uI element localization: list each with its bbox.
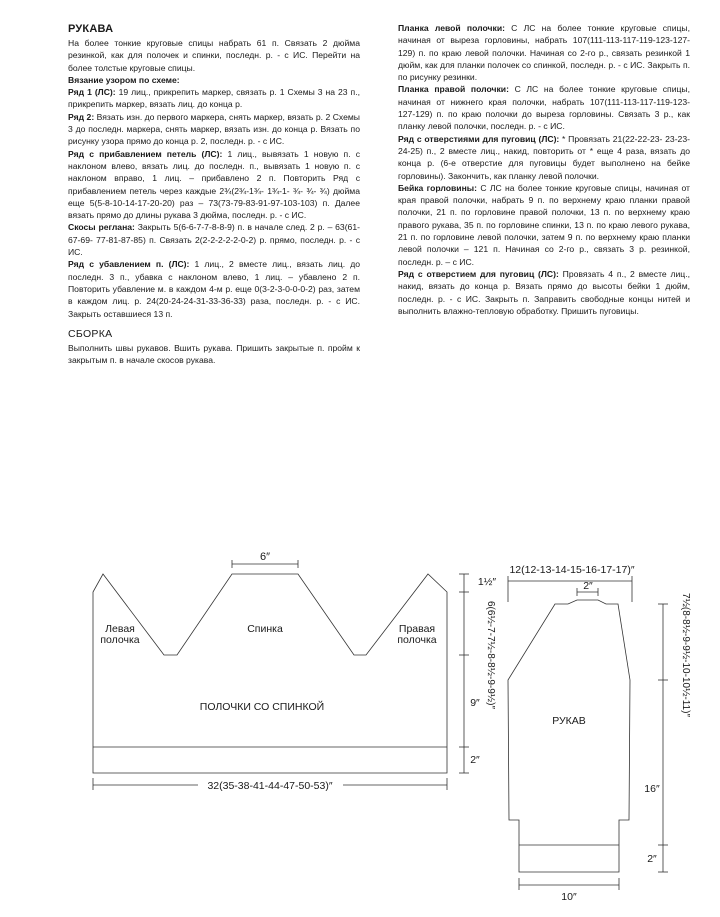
buttonhole-label: Ряд с отверстиями для пуговиц (ЛС): xyxy=(398,133,560,144)
neckband-text: С ЛС на более тонкие круговые спицы, начиная от края правой полочки, набрать 9 п. по верхнему краю планки правой полочки, 21 п. по горловине правой полочки, 13 п. по верхнему краю правого рукава, 35 п. по горловине спинки, 13 п. по краю левого рукава, 21 п. по горловине левой полочки, затем 9 п. по верхнему краю планки левой полочки – 121 п. Начиная со 2-го р., связать 3 р. резинкой, последн. р. – с ИС. xyxy=(398,182,690,267)
sleeve-outline xyxy=(508,600,630,872)
decrease-text: 1 лиц., 2 вместе лиц., вязать лиц. до последн. 3 п., убавка с наклоном влево, 1 лиц. – убавлено 2 п. Повторить убавление м. в каждом 4-м р. еще 0(3-2-3-0-0-0-2) раз, затем в каждом лиц. р. 24(20-24-24-31-33-36-33) раза, последн. р. - с ИС. Закрыть оставшиеся 13 п. xyxy=(68,259,360,319)
raglan-text: Закрыть 5(6-6-7-7-8-8-9) п. в начале след. 2 р. – 63(61-67-69- 77-81-87-85) п. Связать 2(2-2-2-2-2-0-2) р. прямо, последн. р. - с ИС. xyxy=(68,222,360,258)
body-bottom-width: 32(35-38-41-44-47-50-53)″ xyxy=(207,780,333,792)
sleeve-length: 16″ xyxy=(644,783,660,795)
increase-text: 1 лиц., вывязать 1 новую п. с наклоном влево, вязать лиц. до последн. п., вывязать 1 новую п. с наклоном вправо, 1 лиц. – прибавлено 2 п. Повторить Ряд с прибавлением петель через каждые 2¾(2¾-1¾- 1¾-1- ¾- ¾- ¾) дюйма еще 5(5-8-10-14-17-20-20) раз – 73(73-79-83-91-97-103-103) п. Далее вязать прямо до длины рукава 3 дюйма, последн. р. - с ИС. xyxy=(68,148,360,221)
left-front-label-2: полочка xyxy=(100,634,140,646)
armhole-depth: 6(6½-7-7½-8-8½-9-9½)″ xyxy=(485,600,496,710)
body-outline xyxy=(93,574,447,773)
sleeve-cap-width: 2″ xyxy=(583,580,593,592)
left-band-text: С ЛС на более тонкие круговые спицы, начиная от выреза горловины, набрать 107(111-113-117-119-123-127-129) п. по краю левой полочки. Начиная со 2-го р., связать резинкой 1 дюйм, как для планки полочек со спинкой, последн. р. - с ИС. Закрыть п. по рисунку резинки. xyxy=(398,23,690,83)
right-band-text: С ЛС на более тонкие круговые спицы, начиная от нижнего края полочки, набрать 107(111-113-117-119-123- 127-129) п. по краю полочки до выреза горловины. Связать 3 р., как планку левой полочки, последн. р. - с ИС. xyxy=(398,84,690,132)
last-buttonhole-label: Ряд с отверстием для пуговиц (ЛС): xyxy=(398,268,559,279)
assembly-text: Выполнить швы рукавов. Вшить рукава. Пришить закрытые п. пройм к закрытым п. в начале скосов рукава. xyxy=(68,342,360,366)
body-title: ПОЛОЧКИ СО СПИНКОЙ xyxy=(199,701,325,713)
body-length: 9″ xyxy=(470,697,480,709)
sleeve-cap-depth: 7½(8-8½-9-9½-10-10½-11)″ xyxy=(680,593,691,717)
last-buttonhole-text: Провязать 4 п., 2 вместе лиц., накид, вязать до конца р. Вязать прямо до высоты бейки 1 дюйм, последн. р. - с ИС. Закрыть п. Заправить свободные концы нитей и выполнить влажно-тепловую обработку. Пришить пуговицы. xyxy=(398,268,690,316)
sleeves-intro: На более тонкие круговые спицы набрать 61 п. Связать 2 дюйма резинкой, как для полочек и спинки, последн. р. - с ИС. Перейти на более толстые круговые спицы. xyxy=(68,38,360,73)
left-front-label-1: Левая xyxy=(105,623,135,635)
sleeve-cuff-height: 2″ xyxy=(647,853,657,865)
row1-label: Ряд 1 (ЛС): xyxy=(68,87,116,98)
neckband-label: Бейка горловины: xyxy=(398,182,477,193)
shoulder-height: 1½″ xyxy=(477,576,497,588)
sleeves-title: РУКАВА xyxy=(68,23,114,35)
row2-label: Ряд 2: xyxy=(68,111,95,122)
sleeve-title: РУКАВ xyxy=(552,715,586,727)
right-front-label-1: Правая xyxy=(398,623,436,635)
row2-text: Вязать изн. до первого маркера, снять маркер, вязать р. 2 Схемы 3 до последн. маркера, снять маркер, вязать изн. до конца р. Вязать по рисунку узора прямо до конца р. 2, последн. р. - с ИС. xyxy=(68,111,360,147)
row1-text: 19 лиц., прикрепить маркер, связать р. 1 Схемы 3 на 23 п., прикрепить маркер, вязать лиц. до конца р. xyxy=(68,87,360,110)
body-top-width: 6″ xyxy=(259,551,271,563)
buttonhole-text: * Провязать 21(22-22-23- 23-23-24-25) п., 2 вместе лиц., накид, повторить от * еще 4 раза, вязать до конца р. (6-е отверстие для пуговицы будет выполнено на бейке горловины). Закончить, как планку левой полочки. xyxy=(398,133,690,181)
right-band-label: Планка правой полочки: xyxy=(398,84,509,95)
band-height: 2″ xyxy=(470,754,480,766)
increase-label: Ряд с прибавлением петель (ЛС): xyxy=(68,148,223,159)
right-front-label-2: полочка xyxy=(397,634,437,646)
raglan-label: Скосы реглана: xyxy=(68,222,135,233)
sleeve-bottom-width: 10″ xyxy=(561,891,577,903)
assembly-title: СБОРКА xyxy=(68,327,113,340)
back-label: Спинка xyxy=(247,623,283,635)
decrease-label: Ряд с убавлением п. (ЛС): xyxy=(68,259,190,270)
sleeve-top-width: 12(12-13-14-15-16-17-17)″ xyxy=(509,564,635,576)
pattern-heading: Вязание узором по схеме: xyxy=(68,74,180,85)
left-band-label: Планка левой полочки: xyxy=(398,23,505,33)
